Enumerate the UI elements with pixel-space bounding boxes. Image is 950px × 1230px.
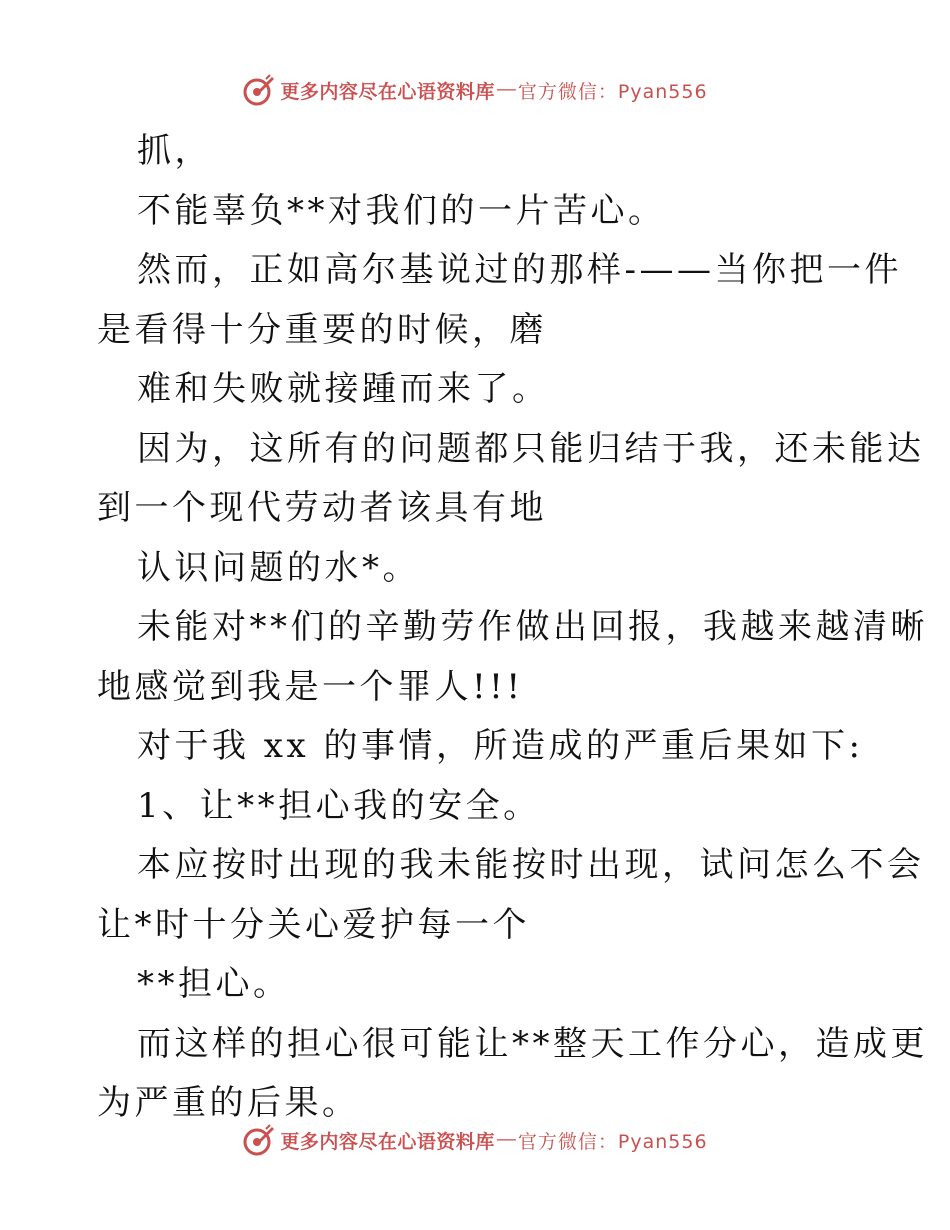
body-line: 对于我 xx 的事情，所造成的严重后果如下:: [137, 726, 864, 766]
body-line: 地感觉到我是一个罪人!!!: [97, 666, 524, 707]
body-line: 到一个现代劳动者该具有地: [97, 488, 547, 528]
footer-wechat-text: 官方微信：Pyan556: [517, 1130, 708, 1153]
header-separator: —: [496, 79, 516, 100]
body-line: 难和失败就接踵而来了。: [137, 369, 550, 409]
body-line: 不能辜负**对我们的一片苦心。: [137, 190, 666, 231]
footer-separator: —: [496, 1129, 516, 1150]
body-line: 未能对**们的辛勤劳作做出回报，我越来越清晰: [137, 607, 928, 647]
body-line: 而这样的担心很可能让**整天工作分心，造成更: [137, 1023, 928, 1064]
header-brand-text: 更多内容尽在心语资料库: [280, 80, 495, 103]
body-line: 为严重的后果。: [97, 1083, 360, 1123]
body-line: 1、让**担心我的安全。: [137, 785, 541, 826]
header-banner: [0, 70, 950, 110]
body-line: **担心。: [137, 964, 291, 1004]
footer-brand-text: 更多内容尽在心语资料库: [280, 1130, 495, 1153]
header-wechat-text: 官方微信：Pyan556: [517, 80, 708, 103]
body-line: 是看得十分重要的时候，磨: [97, 309, 547, 350]
body-line: 然而，正如高尔基说过的那样-——当你把一件: [137, 250, 902, 290]
document-body: [97, 122, 928, 1134]
body-line: 抓，: [137, 131, 212, 171]
body-line: 本应按时出现的我未能按时出现，试问怎么不会: [137, 845, 925, 885]
body-line: 让*时十分关心爱护每一个: [97, 904, 530, 945]
body-line: 认识问题的水*。: [137, 547, 420, 588]
pen-logo-icon: [242, 1123, 276, 1157]
footer-banner: [0, 1120, 950, 1160]
pen-logo-icon: [242, 73, 276, 107]
body-line: 因为，这所有的问题都只能归结于我，还未能达: [137, 428, 925, 469]
